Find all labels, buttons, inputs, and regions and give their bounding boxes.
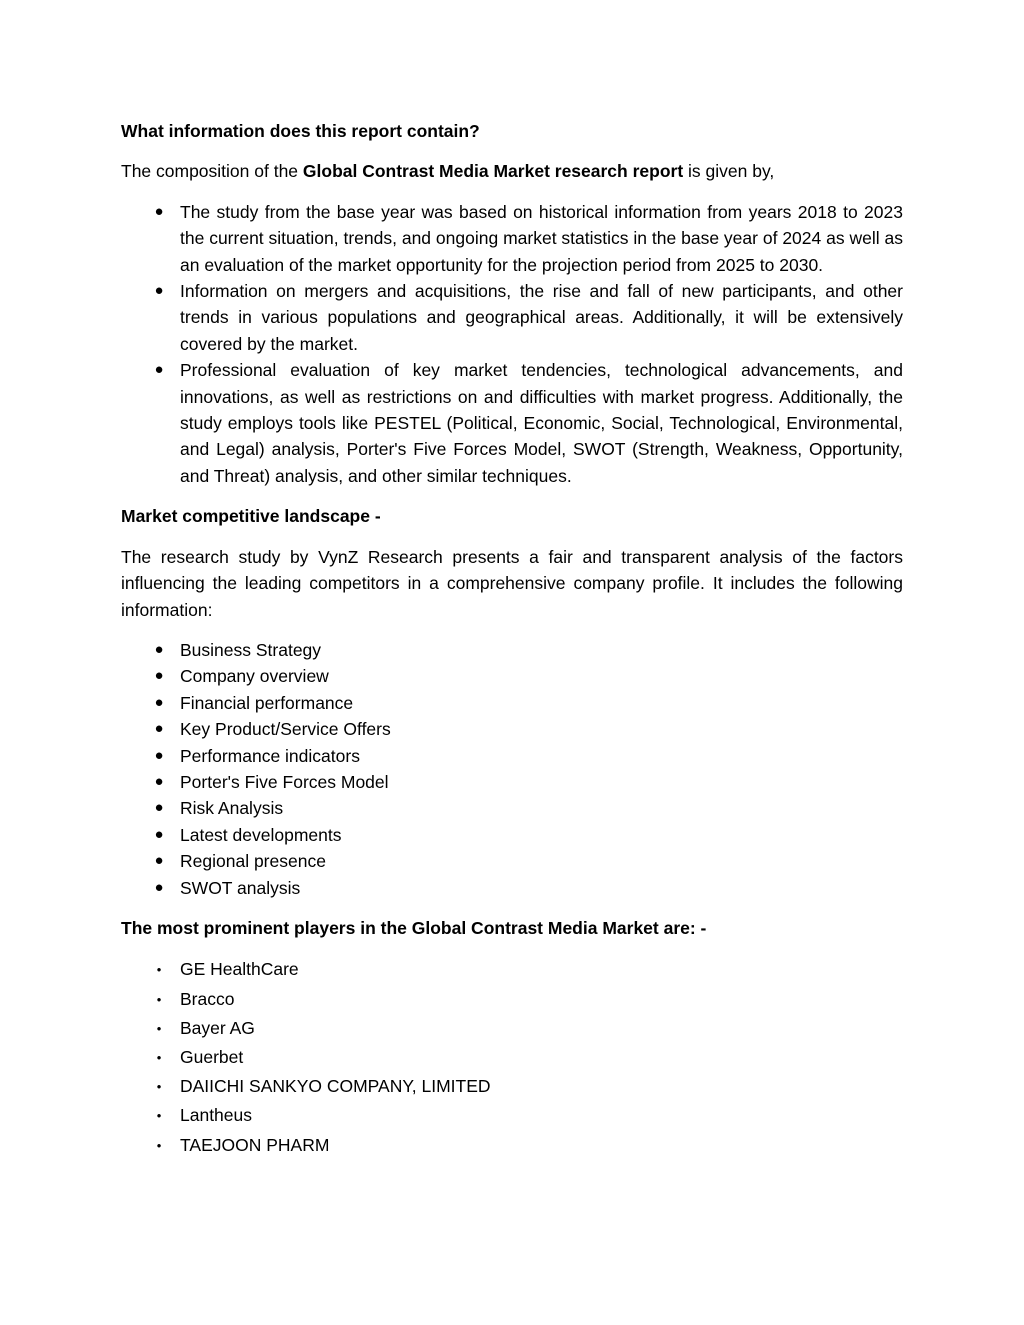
list-item [121,875,903,901]
bullet-icon: • [156,1020,162,1036]
list-item-text: Financial performance [180,692,354,713]
bullet-icon: ● [154,878,164,896]
bullet-icon: • [156,991,162,1007]
list-item [121,848,903,874]
bullet-icon: • [156,1108,162,1124]
player-name: Bracco [180,988,235,1009]
bullet-icon: ● [154,693,164,711]
bullet-icon: ● [154,720,164,738]
list-item [121,663,903,689]
bullet-icon: ● [154,361,164,379]
player-name: TAEJOON PHARM [180,1134,330,1155]
section-heading-competitive-landscape: Market competitive landscape - [121,506,381,527]
list-item-text: Porter's Five Forces Model [180,771,389,792]
list-item [121,637,903,663]
player-name: DAIICHI SANKYO COMPANY, LIMITED [180,1076,491,1097]
section-heading-prominent-players: The most prominent players in the Global Contrast Media Market are: - [121,917,707,938]
bullet-icon: • [156,1079,162,1095]
list-item-text: Regional presence [180,851,326,872]
list-item [121,1014,903,1043]
players-list [121,955,903,1159]
bullet-icon: ● [154,202,164,220]
bullet-icon: ● [154,746,164,764]
bullet-icon: ● [154,852,164,870]
list-item [121,690,903,716]
list-item-text: Information on mergers and acquisitions, the rise and fall of new participants, and other trends in various populations and geographical areas. Additionally, it will be extensively covered by the market. [180,281,903,354]
profile-items-list [121,637,903,901]
player-name: GE HealthCare [180,959,299,980]
competitive-landscape-paragraph: The research study by VynZ Research presents a fair and transparent analysis of the factors influencing the leading competitors in a comprehensive company profile. It includes the following information: [121,546,903,620]
bullet-icon: ● [154,772,164,790]
intro-bold-title: Global Contrast Media Market research report [302,161,684,182]
player-name: Guerbet [180,1046,244,1067]
list-item [121,743,903,769]
bullet-icon: • [156,1049,162,1065]
list-item [121,769,903,795]
list-item-text: Company overview [180,666,329,687]
section-heading-report-contents: What information does this report contain? [121,121,480,141]
list-item [121,985,903,1014]
list-item-text: Risk Analysis [180,798,284,819]
bullet-icon: ● [154,825,164,843]
list-item-text: Key Product/Service Offers [180,719,391,740]
list-item [121,822,903,848]
player-name: Lantheus [180,1105,253,1126]
bullet-icon: • [156,1137,162,1153]
player-name: Bayer AG [180,1017,255,1038]
intro-paragraph [121,158,903,184]
bullet-icon: ● [154,282,164,300]
bullet-icon: ● [154,667,164,685]
list-item-text: The study from the base year was based on historical information from years 2018 to 2023 the current situation, trends, and ongoing market statistics in the base year of 2024 as well as an evaluation of the market opportunity for the projection period from 2025 to 2030. [180,201,903,275]
intro-prefix: The composition of the [121,161,303,182]
list-item [121,716,903,742]
list-item [121,357,903,489]
bullet-icon: ● [154,799,164,817]
list-item-text: SWOT analysis [180,877,301,898]
bullet-icon: ● [154,640,164,658]
list-item [121,199,903,278]
list-item [121,278,903,357]
report-contents-list [121,199,903,489]
list-item [121,1101,903,1130]
bullet-icon: • [156,962,162,978]
list-item [121,1131,903,1160]
list-item [121,1043,903,1072]
list-item [121,1072,903,1101]
intro-suffix: is given by, [683,161,775,182]
list-item-text: Business Strategy [180,639,322,660]
list-item-text: Professional evaluation of key market tendencies, technological advancements, and innovations, as well as restrictions on and difficulties with market progress. Additionally, the study employs tools like PESTEL (Political, Economic, Social, Technological, Environmental, and Legal) analysis, Porter's Five Forces Model, SWOT (Strength, Weakness, Opportunity, and Threat) analysis, and other similar techniques. [180,360,903,486]
list-item-text: Performance indicators [180,745,360,766]
list-item [121,955,903,984]
list-item [121,795,903,821]
list-item-text: Latest developments [180,824,342,845]
